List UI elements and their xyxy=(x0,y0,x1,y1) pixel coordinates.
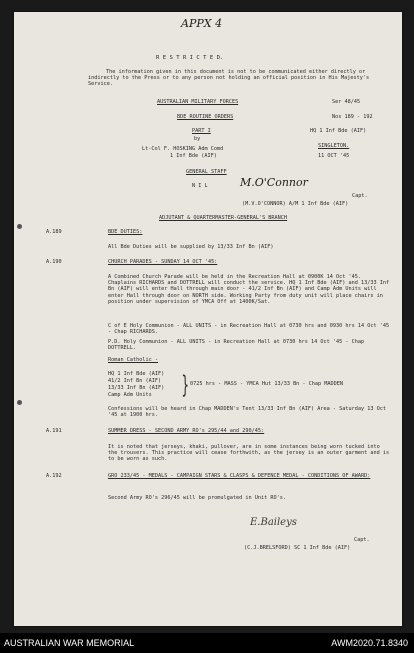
serial-number: Ser 48/45 xyxy=(332,99,361,105)
item-title: CHURCH PARADES - SUNDAY 14 OCT '45: xyxy=(108,259,218,265)
brace-mark: } xyxy=(181,371,189,399)
pd-communion-paragraph: P.D. Holy Communion - ALL UNITS - in Recreation Hall at 0730 hrs 14 Oct '45 - Chap DOTTRELL. xyxy=(108,339,365,352)
signature-oconnor: M.O'Connor xyxy=(240,176,308,189)
unit-line: 13/33 Inf Bn (AIF) xyxy=(108,385,165,391)
part-title: PART I xyxy=(192,128,211,134)
unit-line: Camp Adm Units xyxy=(108,392,152,398)
location: SINGLETON. xyxy=(318,143,350,149)
staff-heading: GENERAL STAFF xyxy=(186,169,227,175)
item-body: All Bde Duties will be supplied by 13/33 Inf Bn (AIF) xyxy=(108,244,274,250)
roman-catholic-heading: Roman Catholic - xyxy=(108,357,158,363)
notice-paragraph: The information given in this document is not to be communicated either directly or indirectly to the Press or to any person not holding an official position in His Majesty's Service. xyxy=(88,69,370,88)
item-title: SUMMER DRESS - SECOND ARMY RO's 295/44 and 290/45: xyxy=(108,428,265,434)
footer-accession-number: AWM2020.71.8340 xyxy=(331,638,408,648)
by-label: by xyxy=(194,136,201,142)
coe-communion-paragraph: C of E Holy Communion - ALL UNITS - in Recreation Hall at 0730 hrs and 0930 hrs 14 Oct '45 - Chap RICHARDS. xyxy=(108,323,390,336)
item-title: BDE DUTIES: xyxy=(108,229,143,235)
punch-hole xyxy=(17,224,22,229)
unit-line: 41/2 Inf Bn (AIF) xyxy=(108,378,162,384)
unit-line: HQ 1 Inf Bde (AIF) xyxy=(108,371,165,377)
item-title: GRO 233/45 - MEDALS - CAMPAIGN STARS & CLASPS & DEFENCE MEDAL - CONDITIONS OF AWARD: xyxy=(108,473,371,479)
restricted-heading: R E S T R I C T E D. xyxy=(156,55,224,61)
document-page xyxy=(14,12,402,626)
signatory-name: (M.V.O'CONNOR) A/M 1 Inf Bde (AIF) xyxy=(242,201,349,207)
signature-brelsford: E.Baileys xyxy=(250,517,297,528)
nil-entry: N I L xyxy=(192,183,208,189)
item-number: A.192 xyxy=(46,473,62,479)
confession-paragraph: Confessions will be heard in Chap MADDEN's Tent 13/33 Inf Bn (AIF) Area - Saturday 13 Oct '45 at 1900 hrs. xyxy=(108,406,386,419)
item-number: A.190 xyxy=(46,259,62,265)
headquarters: HQ 1 Inf Bde (AIF) xyxy=(310,128,367,134)
commander: Lt-Col F. HOSKING Adm Comd xyxy=(142,146,224,152)
summer-dress-paragraph: It is noted that jerseys, khaki, pullover, are in some instances being worn tucked into the trousers. This practice will cease forthwith, as the jersey is an outer garment and is to be worn as such. xyxy=(108,444,390,463)
force-title: AUSTRALIAN MILITARY FORCES xyxy=(157,99,239,105)
mass-details: 0725 hrs - MASS - YMCA Hut 13/33 Bn - Chap MADDEN xyxy=(190,381,344,387)
orders-title: BDE ROUTINE ORDERS xyxy=(177,114,234,120)
item-number: A.191 xyxy=(46,428,62,434)
order-date: 11 OCT '45 xyxy=(318,153,350,159)
closing-signatory: (C.J.BRELSFORD) SC 1 Inf Bde (AIF) xyxy=(244,545,351,551)
item-number: A.189 xyxy=(46,229,62,235)
signatory-rank: Capt. xyxy=(352,193,368,199)
order-numbers: Nos 189 - 192 xyxy=(332,114,373,120)
church-parade-paragraph: A Combined Church Parade will be held in the Recreation Hall at 0900K 14 Oct '45. Chaplains RICHARDS and DOTTRELL will conduct the service. HQ 1 Inf Bde (AIF) and 13/33 Inf Bn (AIF) will enter Hall through main door - 41/2 Inf Bn (AIF) and Camp Adm Units will enter Hall through door on NORTH side. Working Party from duty unit will place chairs in position under supervision of YMCA Off at 1400K/Sat. xyxy=(108,274,390,305)
appendix-annotation: APPX 4 xyxy=(181,17,223,30)
punch-hole xyxy=(17,400,22,405)
footer-institution: AUSTRALIAN WAR MEMORIAL xyxy=(4,638,135,648)
archive-footer xyxy=(0,633,414,653)
closing-rank: Capt. xyxy=(354,537,370,543)
item-body: Second Army RO's 296/45 will be promulgated in Unit RO's. xyxy=(108,495,287,501)
branch-heading: ADJUTANT & QUARTERMASTER-GENERAL'S BRANCH xyxy=(159,215,288,221)
commander-unit: 1 Inf Bde (AIF) xyxy=(170,153,217,159)
